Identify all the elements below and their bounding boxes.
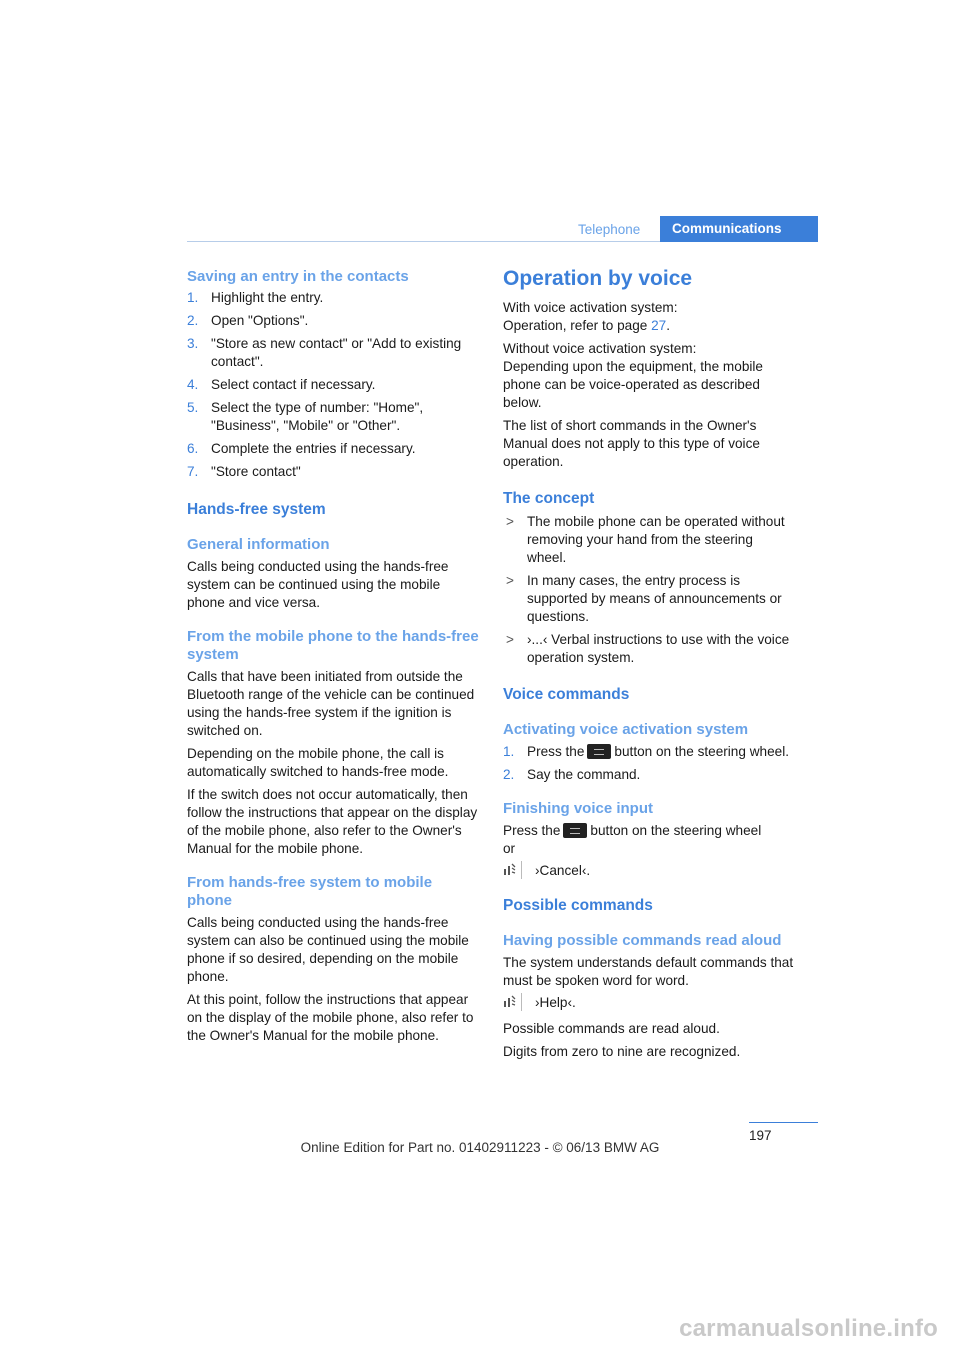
page-link[interactable]: 27 [651,318,667,333]
activating-steps [503,743,795,784]
finishing-or: or [503,841,516,856]
read-aloud-p3: Digits from zero to nine are recognized. [503,1044,741,1059]
general-info-title: General information [187,536,330,553]
from-mobile-p2: Depending on the mobile phone, the call is automatically switched to hands-free mode. [187,746,449,779]
finishing-text: Press the button on the steering wheel [503,823,762,838]
list-item: > The mobile phone can be operated without removing your hand from the steering wheel. [506,514,785,565]
voice-commands-title: Voice commands [503,686,630,703]
possible-commands-title: Possible commands [503,897,653,914]
list-item: 1. Highlight the entry. [187,290,324,305]
from-mobile-p3: If the switch does not occur automatically, then follow the instructions that appear on the display of the mobile phone, also refer to the Owner's Manual for the mobile phone. [187,787,478,856]
finishing-title: Finishing voice input [503,800,653,817]
with-va-line1: With voice activation system: [503,300,678,315]
header-chapter-tab: Communications [660,216,818,242]
list-item: 3. "Store as new contact" or "Add to existing contact". [187,336,462,369]
read-aloud-text: The system understands default commands that must be spoken word for word. [503,955,794,988]
right-column [503,266,795,1066]
without-va-label: Without voice activation system: [503,341,697,356]
list-item: > ›...‹ Verbal instructions to use with the voice operation system. [506,632,790,665]
speech-icon [503,861,522,879]
concept-title: The concept [503,490,595,507]
saving-title: Saving an entry in the contacts [187,268,409,285]
general-info-text: Calls being conducted using the hands-free system can be continued using the mobile phone and vice versa. [187,559,449,610]
watermark: carmanualsonline.info [679,1315,938,1342]
to-mobile-title: From hands-free system to mobile phone [187,874,433,909]
list-item: 5. Select the type of number: "Home", "Business", "Mobile" or "Other". [187,400,424,433]
cancel-command: ›Cancel‹. [503,860,795,882]
voice-button-icon [563,823,587,838]
list-item: > In many cases, the entry process is supported by means of announcements or questions. [506,573,782,624]
handsfree-title: Hands-free system [187,501,326,518]
left-column [187,268,479,1050]
help-command: ›Help‹. [503,992,795,1014]
concept-list [503,513,795,667]
header-section: Telephone [578,222,641,237]
without-va-text: Depending upon the equipment, the mobile phone can be voice-operated as described below. [503,359,763,410]
list-item: 6. Complete the entries if necessary. [187,441,416,456]
from-mobile-title: From the mobile phone to the hands-free system [187,628,479,663]
read-aloud-p2: Possible commands are read aloud. [503,1021,720,1036]
saving-steps [187,289,479,481]
voice-button-icon [587,744,611,759]
from-mobile-p1: Calls that have been initiated from outside the Bluetooth range of the vehicle can be continued using the hands-free system if the ignition is switched on. [187,669,475,738]
speech-icon [503,993,522,1011]
list-item: 7. "Store contact" [187,464,301,479]
to-mobile-p1: Calls being conducted using the hands-free system can also be continued using the mobile phone if so desired, depending on the mobile phone. [187,915,469,984]
list-item: 4. Select contact if necessary. [187,377,376,392]
read-aloud-title: Having possible commands read aloud [503,932,782,949]
page-number: 197 [749,1128,772,1143]
page-number-rule [749,1122,818,1123]
list-item: 2. Say the command. [503,767,641,782]
short-commands-note: The list of short commands in the Owner's Manual does not apply to this type of voice operation. [503,418,760,469]
list-item: 1. Press the button on the steering wheel. [503,744,789,759]
list-item: 2. Open "Options". [187,313,309,328]
voice-operation-title: Operation by voice [503,267,693,290]
activating-title: Activating voice activation system [503,721,749,738]
to-mobile-p2: At this point, follow the instructions that appear on the display of the mobile phone, also refer to the Owner's Manual for the mobile phone. [187,992,474,1043]
with-va-line2: Operation, refer to page 27. [503,318,671,333]
footer: Online Edition for Part no. 01402911223 - © 06/13 BMW AG [300,1140,660,1155]
